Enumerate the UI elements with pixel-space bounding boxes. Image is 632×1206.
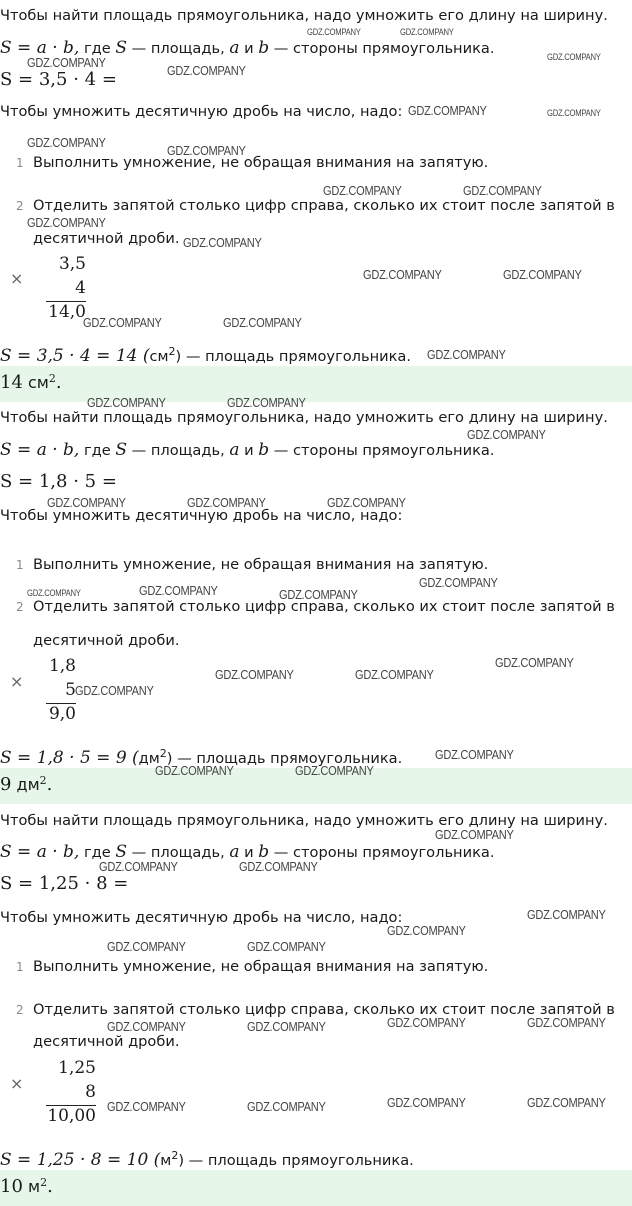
watermark: GDZ.COMPANY bbox=[355, 667, 434, 682]
formula-mid: где bbox=[79, 844, 116, 861]
formula-s: S bbox=[115, 842, 128, 862]
watermark: GDZ.COMPANY bbox=[400, 27, 454, 37]
answer-box bbox=[0, 1170, 632, 1206]
result-expr: S = 1,25 · 8 = 10 ( bbox=[0, 1150, 161, 1170]
watermark: GDZ.COMPANY bbox=[463, 183, 542, 198]
answer-power: 2 bbox=[39, 774, 47, 787]
step-2-text-line1: Отделить запятой столько цифр справа, сколько их стоит после запятой в bbox=[33, 598, 615, 615]
step-number: 2 bbox=[16, 1003, 24, 1017]
watermark: GDZ.COMPANY bbox=[435, 827, 514, 842]
result-unit: дм bbox=[138, 750, 160, 767]
answer-value bbox=[0, 1176, 53, 1197]
column-line bbox=[46, 703, 76, 704]
column-top: 3,5 bbox=[58, 254, 86, 274]
formula-mid: где bbox=[79, 40, 116, 57]
watermark: GDZ.COMPANY bbox=[503, 267, 582, 282]
column-mid: 4 bbox=[75, 278, 86, 298]
result-tail: ) — площадь прямоугольника. bbox=[166, 750, 403, 767]
column-mid: 5 bbox=[65, 680, 76, 700]
formula-b: b bbox=[258, 842, 270, 862]
watermark: GDZ.COMPANY bbox=[239, 859, 318, 874]
step-2-text-line1: Отделить запятой столько цифр справа, сколько их стоит после запятой в bbox=[33, 1001, 615, 1018]
watermark: GDZ.COMPANY bbox=[307, 27, 361, 37]
formula-lhs: S = a · b, bbox=[0, 440, 80, 460]
watermark: GDZ.COMPANY bbox=[83, 315, 162, 330]
watermark: GDZ.COMPANY bbox=[327, 495, 406, 510]
watermark: GDZ.COMPANY bbox=[467, 427, 546, 442]
result-power: 2 bbox=[159, 747, 167, 760]
watermark: GDZ.COMPANY bbox=[27, 135, 106, 150]
watermark: GDZ.COMPANY bbox=[215, 667, 294, 682]
formula-and: и bbox=[239, 40, 259, 57]
formula-end: — стороны прямоугольника. bbox=[269, 40, 495, 57]
column-multiplication bbox=[40, 252, 86, 324]
result-expr: S = 1,8 · 5 = 9 ( bbox=[0, 748, 139, 768]
column-result: 10,00 bbox=[47, 1106, 96, 1126]
step-2-text-line1: Отделить запятой столько цифр справа, сколько их стоит после запятой в bbox=[33, 197, 615, 214]
intro-text: Чтобы найти площадь прямоугольника, надо умножить его длину на ширину. bbox=[0, 409, 608, 426]
step-2-text-line2: десятичной дроби. bbox=[33, 632, 180, 649]
expression: S = 1,8 · 5 = bbox=[0, 471, 117, 492]
multiply-sign: × bbox=[10, 672, 24, 691]
rule-text: Чтобы умножить десятичную дробь на число, надо: bbox=[0, 103, 403, 120]
intro-text: Чтобы найти площадь прямоугольника, надо умножить его длину на ширину. bbox=[0, 812, 608, 829]
watermark: GDZ.COMPANY bbox=[99, 859, 178, 874]
watermark: GDZ.COMPANY bbox=[427, 347, 506, 362]
watermark: GDZ.COMPANY bbox=[387, 923, 466, 938]
watermark: GDZ.COMPANY bbox=[247, 1019, 326, 1034]
result-tail: ) — площадь прямоугольника. bbox=[178, 1152, 414, 1169]
watermark: GDZ.COMPANY bbox=[527, 1015, 606, 1030]
answer-power: 2 bbox=[48, 372, 56, 385]
watermark: GDZ.COMPANY bbox=[167, 63, 246, 78]
watermark: GDZ.COMPANY bbox=[187, 495, 266, 510]
formula-and: и bbox=[239, 844, 259, 861]
watermark: GDZ.COMPANY bbox=[387, 1095, 466, 1110]
watermark: GDZ.COMPANY bbox=[183, 235, 262, 250]
formula-a: a bbox=[229, 38, 240, 58]
formula-a: a bbox=[229, 842, 240, 862]
watermark: GDZ.COMPANY bbox=[547, 108, 601, 118]
multiply-sign: × bbox=[10, 1074, 24, 1093]
watermark: GDZ.COMPANY bbox=[155, 763, 234, 778]
answer-dot: . bbox=[47, 1176, 53, 1197]
formula-s: S bbox=[115, 38, 128, 58]
watermark: GDZ.COMPANY bbox=[87, 395, 166, 410]
step-number: 1 bbox=[16, 156, 24, 170]
step-2-text-line2: десятичной дроби. bbox=[33, 230, 180, 247]
expression: S = 3,5 · 4 = bbox=[0, 69, 117, 90]
formula-mid: где bbox=[79, 442, 116, 459]
answer-number: 14 bbox=[0, 372, 23, 393]
result-power: 2 bbox=[168, 345, 176, 358]
formula-tail: — площадь, bbox=[127, 40, 230, 57]
answer-unit: м bbox=[22, 1177, 41, 1196]
multiply-sign: × bbox=[10, 269, 24, 288]
rule-text: Чтобы умножить десятичную дробь на число, надо: bbox=[0, 507, 403, 524]
formula-a: a bbox=[229, 440, 240, 460]
answer-number: 9 bbox=[0, 774, 12, 795]
step-number: 1 bbox=[16, 558, 24, 572]
watermark: GDZ.COMPANY bbox=[227, 395, 306, 410]
answer-number: 10 bbox=[0, 1176, 23, 1197]
formula-and: и bbox=[239, 442, 259, 459]
watermark: GDZ.COMPANY bbox=[247, 939, 326, 954]
column-multiplication bbox=[40, 1056, 96, 1128]
result-tail: ) — площадь прямоугольника. bbox=[175, 348, 412, 365]
formula-tail: — площадь, bbox=[127, 844, 230, 861]
watermark: GDZ.COMPANY bbox=[363, 267, 442, 282]
answer-value bbox=[0, 774, 52, 795]
watermark: GDZ.COMPANY bbox=[27, 55, 106, 70]
formula-end: — стороны прямоугольника. bbox=[269, 844, 495, 861]
watermark: GDZ.COMPANY bbox=[27, 588, 81, 598]
watermark: GDZ.COMPANY bbox=[139, 583, 218, 598]
formula-b: b bbox=[258, 38, 270, 58]
result-expr: S = 3,5 · 4 = 14 ( bbox=[0, 346, 150, 366]
watermark: GDZ.COMPANY bbox=[167, 143, 246, 158]
watermark: GDZ.COMPANY bbox=[323, 183, 402, 198]
column-line bbox=[46, 301, 86, 302]
watermark: GDZ.COMPANY bbox=[247, 1099, 326, 1114]
watermark: GDZ.COMPANY bbox=[435, 747, 514, 762]
formula-s: S bbox=[115, 440, 128, 460]
result-line bbox=[0, 1146, 414, 1171]
column-result: 14,0 bbox=[48, 302, 86, 322]
column-top: 1,25 bbox=[58, 1058, 96, 1078]
watermark: GDZ.COMPANY bbox=[279, 587, 358, 602]
result-power: 2 bbox=[171, 1149, 179, 1162]
result-unit: см bbox=[149, 348, 169, 365]
watermark: GDZ.COMPANY bbox=[495, 655, 574, 670]
column-mid: 8 bbox=[85, 1082, 96, 1102]
watermark: GDZ.COMPANY bbox=[107, 1019, 186, 1034]
formula-line bbox=[0, 440, 494, 461]
column-top: 1,8 bbox=[48, 656, 76, 676]
formula-lhs: S = a · b, bbox=[0, 38, 80, 58]
answer-unit: см bbox=[22, 373, 49, 392]
watermark: GDZ.COMPANY bbox=[387, 1015, 466, 1030]
formula-lhs: S = a · b, bbox=[0, 842, 80, 862]
watermark: GDZ.COMPANY bbox=[107, 939, 186, 954]
watermark: GDZ.COMPANY bbox=[419, 575, 498, 590]
intro-text: Чтобы найти площадь прямоугольника, надо умножить его длину на ширину. bbox=[0, 7, 608, 24]
step-1-text: Выполнить умножение, не обращая внимания на запятую. bbox=[33, 958, 489, 975]
result-unit: м bbox=[160, 1152, 172, 1169]
step-number: 2 bbox=[16, 199, 24, 213]
answer-value bbox=[0, 372, 62, 393]
watermark: GDZ.COMPANY bbox=[223, 315, 302, 330]
answer-unit: дм bbox=[11, 775, 40, 794]
formula-b: b bbox=[258, 440, 270, 460]
step-1-text: Выполнить умножение, не обращая внимания на запятую. bbox=[33, 154, 489, 171]
step-2-text-line2: десятичной дроби. bbox=[33, 1033, 180, 1050]
formula-end: — стороны прямоугольника. bbox=[269, 442, 495, 459]
answer-dot: . bbox=[46, 774, 53, 795]
formula-tail: — площадь, bbox=[127, 442, 230, 459]
answer-power: 2 bbox=[40, 1176, 48, 1189]
column-multiplication bbox=[40, 654, 76, 726]
step-number: 1 bbox=[16, 960, 24, 974]
step-number: 2 bbox=[16, 600, 24, 614]
watermark: GDZ.COMPANY bbox=[107, 1099, 186, 1114]
column-line bbox=[46, 1105, 96, 1106]
watermark: GDZ.COMPANY bbox=[527, 907, 606, 922]
step-1-text: Выполнить умножение, не обращая внимания на запятую. bbox=[33, 556, 489, 573]
rule-text: Чтобы умножить десятичную дробь на число, надо: bbox=[0, 909, 403, 926]
answer-dot: . bbox=[55, 372, 62, 393]
watermark: GDZ.COMPANY bbox=[408, 103, 487, 118]
result-line bbox=[0, 342, 411, 367]
watermark: GDZ.COMPANY bbox=[27, 215, 106, 230]
watermark: GDZ.COMPANY bbox=[47, 495, 126, 510]
watermark: GDZ.COMPANY bbox=[295, 763, 374, 778]
watermark: GDZ.COMPANY bbox=[75, 683, 154, 698]
watermark: GDZ.COMPANY bbox=[547, 52, 601, 62]
expression: S = 1,25 · 8 = bbox=[0, 873, 129, 894]
watermark: GDZ.COMPANY bbox=[527, 1095, 606, 1110]
column-result: 9,0 bbox=[48, 704, 76, 724]
